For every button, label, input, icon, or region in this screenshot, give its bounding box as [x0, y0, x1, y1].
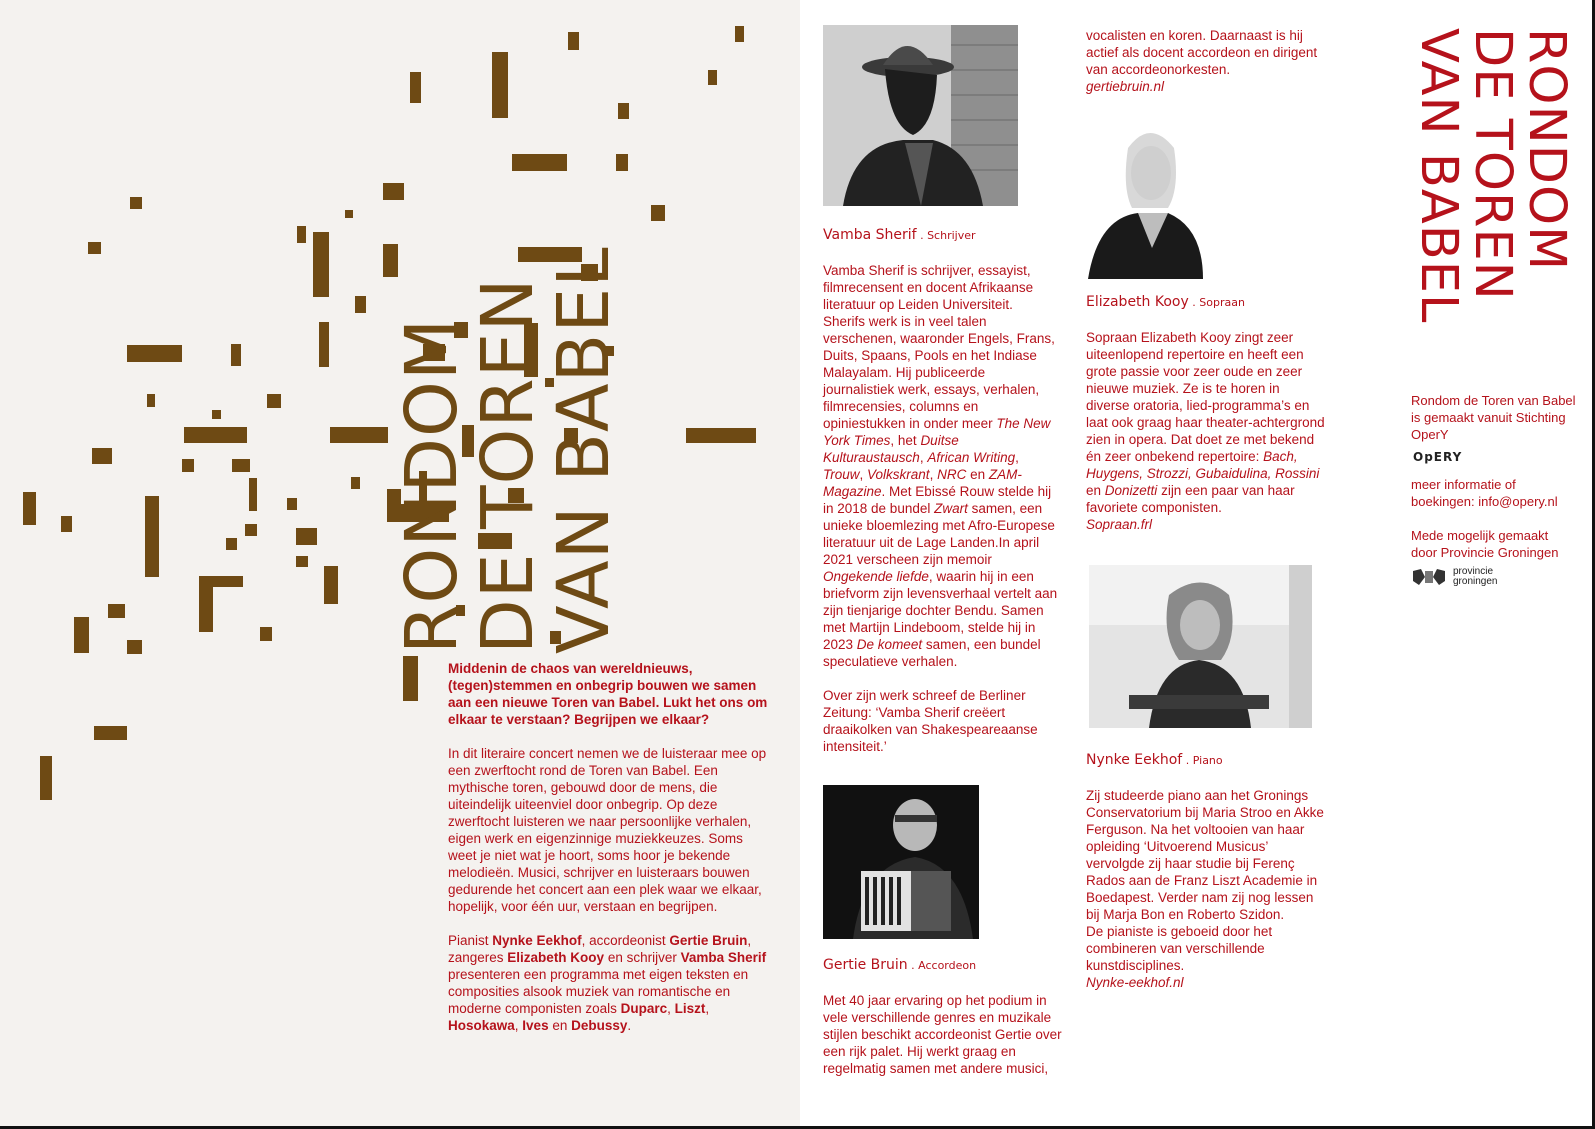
- bio-vamba-quote: Over zijn werk schreef de Berliner Zeitung: ‘Vamba Sherif creëert draaikolken van Shakespeareaanse intensiteit.’: [823, 688, 1038, 754]
- bio-gertie-cont: vocalisten en koren. Daarnaast is hij actief als docent accordeon en dirigent van accordeonorkesten.: [1086, 28, 1318, 77]
- bio-elizabeth: [1086, 293, 1326, 550]
- opery-logo: OpERY: [1413, 450, 1463, 464]
- title-vertical-brown: [390, 246, 625, 654]
- groningen-label: groningen: [1453, 576, 1498, 587]
- bio-gertie-continued: [1086, 27, 1321, 112]
- title-vertical-red: [1409, 28, 1576, 324]
- bio-elizabeth-text: Sopraan Elizabeth Kooy zingt zeer uiteenlopend repertoire en heeft een grote passie voor zeer oude en zeer nieuwe muziek. Ze is te horen in diverse oratoria, lied-programma’s en laat ook graag haar theater-achtergrond zien in opera. Dat doet ze met bekend én zeer onbekend repertoire: Bach, Huygens, Strozzi, Gubaidulina, Rossini en Donizetti zijn een paar van haar favoriete componisten.: [1086, 330, 1325, 515]
- link-gertie[interactable]: gertiebruin.nl: [1086, 79, 1165, 94]
- colophon-support: Mede mogelijk gemaakt door Provincie Groningen: [1411, 528, 1559, 560]
- photo-elizabeth-kooy: [1088, 118, 1210, 279]
- title-line-2: DE TOREN: [466, 277, 549, 654]
- name-nynke: Nynke Eekhof . Piano: [1086, 752, 1223, 768]
- photo-nynke-eekhof: [1089, 565, 1312, 728]
- provincie-groningen-crest-icon: [1411, 567, 1447, 587]
- title-red-line-2: DE TOREN: [1463, 28, 1522, 301]
- name-gertie: Gertie Bruin . Accordeon: [823, 957, 977, 973]
- title-line-3: VAN BABEL: [542, 246, 625, 654]
- bio-vamba: [823, 226, 1058, 772]
- colophon-made: Rondom de Toren van Babel is gemaakt vanuit Stichting OperY: [1411, 393, 1576, 442]
- intro-text: [448, 660, 773, 1051]
- bio-gertie: [823, 956, 1063, 1094]
- intro-lead: Middenin de chaos van wereldnieuws, (tegen)stemmen en onbegrip bouwen we samen aan een nieuwe Toren van Babel. Lukt het ons om elkaar te verstaan? Begrijpen we elkaar?: [448, 661, 768, 727]
- link-nynke[interactable]: Nynke-eekhof.nl: [1086, 975, 1184, 990]
- title-red-line-3: VAN BABEL: [1409, 28, 1468, 324]
- provincie-groningen-logo: [1411, 567, 1576, 587]
- photo-vamba-sherif: [823, 25, 1018, 206]
- intro-cast: Pianist Nynke Eekhof, accordeonist Gertie Bruin, zangeres Elizabeth Kooy en schrijver Vamba Sherif presenteren een programma met eigen teksten en composities alsook muziek van romantische en moderne componisten zoals Duparc, Liszt, Hosokawa, Ives en Debussy.: [448, 933, 767, 1033]
- bio-gertie-text: Met 40 jaar ervaring op het podium in vele verschillende genres en muzikale stijlen beschikt accordeonist Gertie over een rijk palet. Hij werkt graag en regelmatig samen met andere musici,: [823, 993, 1062, 1076]
- name-elizabeth: Elizabeth Kooy . Sopraan: [1086, 294, 1245, 310]
- provincie-label: provincie: [1453, 566, 1494, 577]
- title-line-1: RONDOM: [390, 317, 473, 654]
- bio-nynke-text-2: De pianiste is geboeid door het combineren van verschillende kunstdisciplines.: [1086, 924, 1273, 973]
- link-elizabeth[interactable]: Sopraan.frl: [1086, 517, 1153, 532]
- photo-gertie-bruin: [823, 785, 979, 939]
- intro-body: In dit literaire concert nemen we de luisteraar mee op een zwerftocht rond de Toren van Babel. Een mythische toren, gebouwd door de mens, die uiteindelijk uiteenviel door onbegrip. Op deze zwerftocht luisteren we naar persoonlijke verhalen, eigen werk en eigenzinnige muziekkeuzes. Soms weet je niet wat je hoort, soms hoor je bekende melodieën. Musici, schrijver en luisteraars bouwen gedurende het concert aan een plek waar we elkaar, hopelijk, voor één uur, verstaan en begrijpen.: [448, 746, 767, 914]
- colophon: [1411, 392, 1576, 587]
- bio-nynke: [1086, 751, 1326, 1008]
- title-red-line-1: RONDOM: [1517, 28, 1576, 272]
- bio-nynke-text: Zij studeerde piano aan het Gronings Conservatorium bij Maria Stroo en Akke Ferguson. Na het voltooien van haar opleiding ‘Uitvoerend Musicus’ vervolgde zij haar studie bij Ferenç Rados aan de Franz Liszt Academie in Boedapest. Verder nam zij nog lessen bij Marja Bon en Roberto Szidon.: [1086, 788, 1324, 922]
- bio-vamba-text: Vamba Sherif is schrijver, essayist, filmrecensent en docent Afrikaanse literatuur op Leiden Universiteit. Sherifs werk is in veel talen verschenen, waaronder Engels, Frans, Duits, Spaans, Pools en het Indiase Malayalam. Hij publiceerde journalistiek werk, essays, verhalen, filmrecensies, columns en opiniestukken in onder meer The New York Times, het Duitse Kulturaustausch, African Writing, Trouw, Volkskrant, NRC en ZAM-Magazine. Met Ebissé Rouw stelde hij in 2018 de bundel Zwart samen, een unieke bloemlezing met Afro-Europese literatuur uit de Lage Landen.In april 2021 verscheen zijn memoir Ongekende liefde, waarin hij in een briefvorm zijn levensverhaal vertelt aan zijn tienjarige dochter Bendu. Samen met Martijn Lindeboom, stelde hij in 2023 De komeet samen, een bundel speculatieve verhalen.: [823, 263, 1058, 669]
- colophon-info: meer informatie of boekingen: info@opery.nl: [1411, 477, 1558, 509]
- name-vamba: Vamba Sherif . Schrijver: [823, 227, 976, 243]
